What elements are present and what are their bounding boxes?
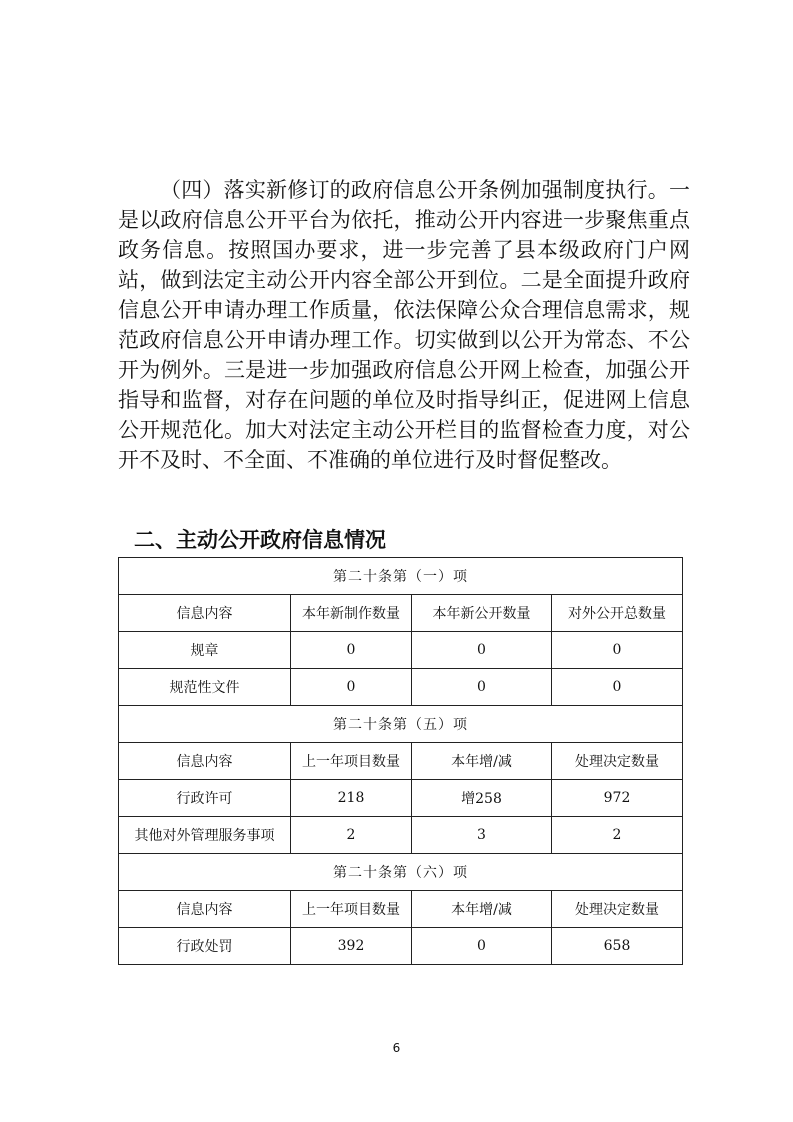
body-paragraph: （四）落实新修订的政府信息公开条例加强制度执行。一是以政府信息公开平台为依托，推动公开内容进一步聚焦重点政务信息。按照国办要求，进一步完善了县本级政府门户网站，做到法定主动公开内容全部公开到位。二是全面提升政府信息公开申请办理工作质量，依法保障公众合理信息需求，规范政府信息公开申请办理工作。切实做到以公开为常态、不公开为例外。三是进一步加强政府信息公开网上检查，加强公开指导和监督，对存在问题的单位及时指导纠正，促进网上信息公开规范化。加大对法定主动公开栏目的监督检查力度，对公开不及时、不全面、不准确的单位进行及时督促整改。 [118, 178, 690, 472]
header-cell: 信息内容 [119, 595, 291, 632]
table-cell: 规章 [119, 632, 291, 669]
table-cell: 218 [291, 780, 412, 817]
table-cell: 行政许可 [119, 780, 291, 817]
table-row [119, 928, 683, 965]
section-title: 第二十条第（五）项 [119, 706, 683, 743]
header-cell: 信息内容 [119, 891, 291, 928]
table-row [119, 669, 683, 706]
header-cell: 本年新公开数量 [412, 595, 552, 632]
table-cell: 658 [552, 928, 683, 965]
section-title-row [119, 558, 683, 595]
table-cell: 行政处罚 [119, 928, 291, 965]
table-cell: 0 [412, 928, 552, 965]
table-row [119, 780, 683, 817]
section-title: 第二十条第（六）项 [119, 854, 683, 891]
header-row [119, 595, 683, 632]
table-cell: 0 [412, 669, 552, 706]
table-cell: 0 [412, 632, 552, 669]
header-cell: 处理决定数量 [552, 891, 683, 928]
table-row [119, 632, 683, 669]
disclosure-table [118, 557, 683, 965]
table-cell: 2 [291, 817, 412, 854]
table-cell: 0 [552, 669, 683, 706]
table-cell: 规范性文件 [119, 669, 291, 706]
table-cell: 392 [291, 928, 412, 965]
page-number: 6 [392, 1041, 401, 1055]
section-heading: 二、主动公开政府信息情况 [134, 528, 386, 552]
section-title-row [119, 706, 683, 743]
header-cell: 对外公开总数量 [552, 595, 683, 632]
table-row [119, 817, 683, 854]
table-cell: 其他对外管理服务事项 [119, 817, 291, 854]
header-cell: 上一年项目数量 [291, 743, 412, 780]
table-cell: 972 [552, 780, 683, 817]
table-cell: 2 [552, 817, 683, 854]
table-cell: 增258 [412, 780, 552, 817]
header-cell: 本年新制作数量 [291, 595, 412, 632]
header-cell: 上一年项目数量 [291, 891, 412, 928]
section-title: 第二十条第（一）项 [119, 558, 683, 595]
table-cell: 0 [552, 632, 683, 669]
header-cell: 本年增/减 [412, 743, 552, 780]
table-cell: 3 [412, 817, 552, 854]
header-cell: 本年增/减 [412, 891, 552, 928]
header-cell: 处理决定数量 [552, 743, 683, 780]
table-cell: 0 [291, 632, 412, 669]
table-cell: 0 [291, 669, 412, 706]
header-row [119, 743, 683, 780]
header-row [119, 891, 683, 928]
header-cell: 信息内容 [119, 743, 291, 780]
section-title-row [119, 854, 683, 891]
